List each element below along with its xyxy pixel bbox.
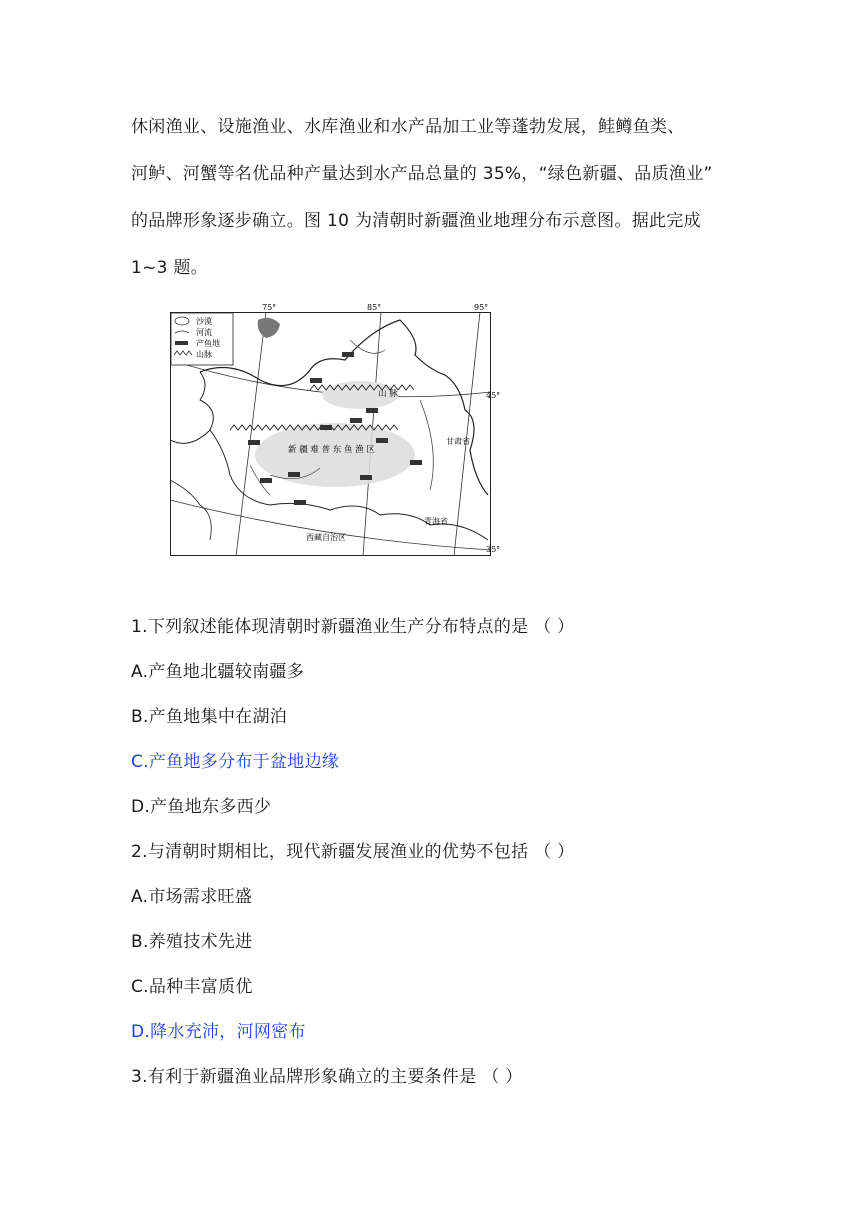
map-label-gansu: 甘肃省 bbox=[446, 437, 470, 446]
intro-line-2: 河鲈、河蟹等名优品种产量达到水产品总量的 35%，“绿色新疆、品质渔业” bbox=[131, 164, 713, 184]
lat-label-35: 35° bbox=[486, 545, 500, 554]
xinjiang-fishery-map bbox=[170, 300, 500, 558]
intro-paragraph bbox=[131, 104, 741, 292]
intro-line-4: 1~3 题。 bbox=[131, 258, 209, 278]
question-3-stem: 3.有利于新疆渔业品牌形象确立的主要条件是 （ ） bbox=[131, 1067, 523, 1087]
lon-label-85: 85° bbox=[367, 303, 382, 312]
intro-line-1: 休闲渔业、设施渔业、水库渔业和水产品加工业等蓬勃发展，鲑鳟鱼类、 bbox=[131, 117, 685, 137]
legend-river: 河流 bbox=[196, 328, 212, 337]
map-label-region: 新 疆 难 普 东 鱼 渔 区 bbox=[288, 445, 375, 455]
q2-option-d[interactable]: D.降水充沛，河网密布 bbox=[131, 1022, 306, 1042]
legend-fish-site: 产鱼地 bbox=[196, 339, 220, 348]
map-figure bbox=[170, 300, 500, 558]
legend-mountain: 山脉 bbox=[196, 350, 212, 359]
q1-option-b[interactable]: B.产鱼地集中在湖泊 bbox=[131, 707, 288, 727]
intro-line-3: 的品牌形象逐步确立。图 10 为清朝时新疆渔业地理分布示意图。据此完成 bbox=[131, 211, 701, 231]
question-1-stem: 1.下列叙述能体现清朝时新疆渔业生产分布特点的是 （ ） bbox=[131, 617, 575, 637]
lat-label-45: 45° bbox=[486, 391, 500, 400]
map-label-qinghai: 青海省 bbox=[424, 517, 448, 526]
legend-desert: 沙漠 bbox=[196, 317, 212, 326]
q2-option-a[interactable]: A.市场需求旺盛 bbox=[131, 887, 253, 907]
q1-option-a[interactable]: A.产鱼地北疆较南疆多 bbox=[131, 662, 305, 682]
question-2-stem: 2.与清朝时期相比，现代新疆发展渔业的优势不包括 （ ） bbox=[131, 842, 575, 862]
map-label-tibet: 西藏自治区 bbox=[306, 533, 346, 542]
lon-label-75: 75° bbox=[262, 303, 277, 312]
q1-option-c[interactable]: C.产鱼地多分布于盆地边缘 bbox=[131, 752, 340, 772]
map-label-mountain: 山 脉 bbox=[378, 389, 398, 399]
lon-label-95: 95° bbox=[474, 303, 489, 312]
q1-option-d[interactable]: D.产鱼地东多西少 bbox=[131, 797, 272, 817]
q2-option-b[interactable]: B.养殖技术先进 bbox=[131, 932, 253, 952]
q2-option-c[interactable]: C.品种丰富质优 bbox=[131, 977, 253, 997]
